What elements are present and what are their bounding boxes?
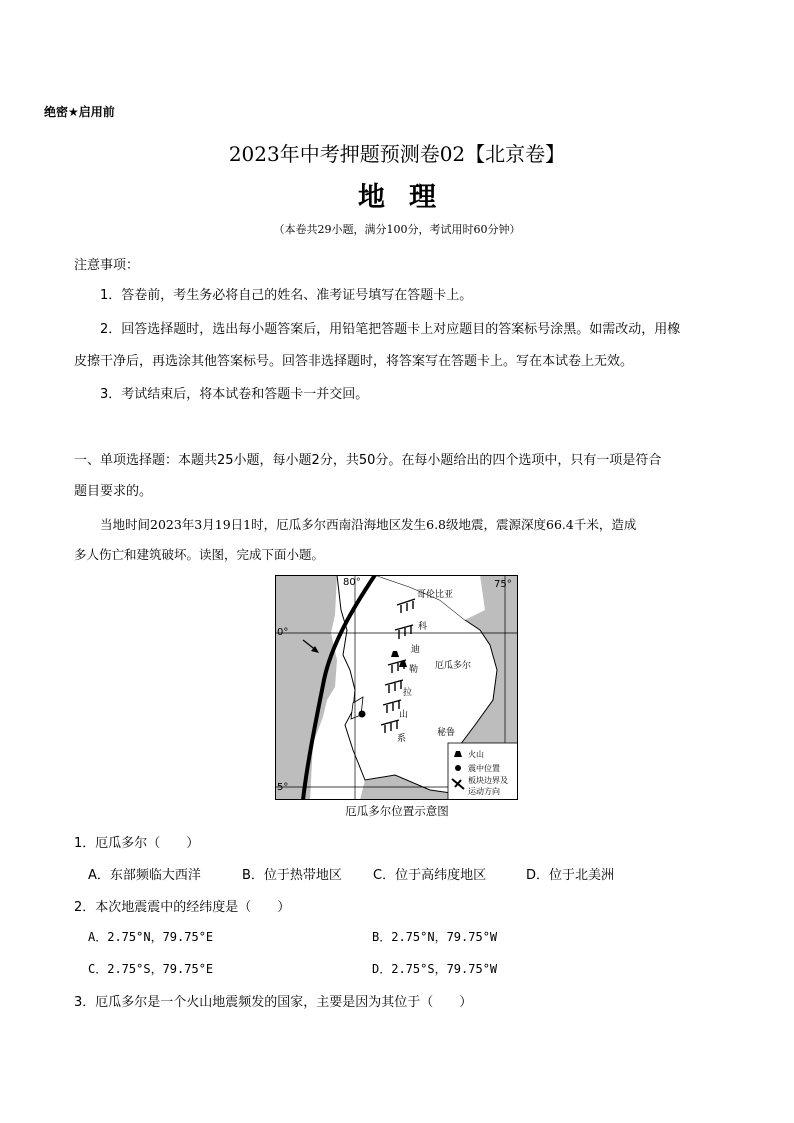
subject-title: 地理 xyxy=(358,182,460,213)
q1-option-d[interactable]: D．位于北美洲 xyxy=(526,868,615,883)
map-caption: 厄瓜多尔位置示意图 xyxy=(345,804,449,818)
section-heading-cont: 题目要求的。 xyxy=(74,484,153,499)
notes-heading: 注意事项： xyxy=(74,258,140,273)
q2-option-c[interactable]: C．2.75°S，79.75°E xyxy=(88,962,214,976)
note-item: 皮擦干净后，再选涂其他答案标号。回答非选择题时，将答案写在答题卡上。写在本试卷上无效。 xyxy=(74,354,634,369)
lat-0-label: 0° xyxy=(277,627,289,638)
exam-title: 2023年中考押题预测卷02【北京卷】 xyxy=(228,142,566,166)
q2-option-d[interactable]: D．2.75°S，79.75°W xyxy=(372,962,498,976)
andes-char: 迪 xyxy=(411,645,421,655)
question-2-stem: 2．本次地震震中的经纬度是（ ） xyxy=(74,900,291,915)
legend-plate-2: 运动方向 xyxy=(468,787,500,796)
ecuador-location-map xyxy=(275,575,518,800)
legend-epicenter-icon xyxy=(455,765,461,771)
question-3-stem: 3．厄瓜多尔是一个火山地震频发的国家，主要是因为其位于（ ） xyxy=(74,995,473,1010)
legend-plate-1: 板块边界及 xyxy=(468,776,508,785)
q1-option-c[interactable]: C．位于高纬度地区 xyxy=(373,868,487,883)
question-1-stem: 1．厄瓜多尔（ ） xyxy=(74,836,200,851)
note-item: 1．答卷前，考生务必将自己的姓名、准考证号填写在答题卡上。 xyxy=(100,288,473,303)
map-legend xyxy=(448,743,518,800)
q2-option-b[interactable]: B．2.75°N，79.75°W xyxy=(372,930,498,944)
andes-char: 系 xyxy=(397,734,407,744)
q2-option-a[interactable]: A．2.75°N，79.75°E xyxy=(88,930,214,944)
note-item: 3．考试结束后，将本试卷和答题卡一并交回。 xyxy=(100,387,369,402)
exam-info: （本卷共29小题，满分100分，考试用时60分钟） xyxy=(273,223,521,236)
q1-option-b[interactable]: B．位于热带地区 xyxy=(242,868,342,883)
andes-char: 勒 xyxy=(409,665,419,675)
passage-text: 当地时间2023年3月19日1时，厄瓜多尔西南沿海地区发生6.8级地震，震源深度66.4千米，造成 xyxy=(100,517,637,532)
label-ecuador: 厄瓜多尔 xyxy=(435,661,472,671)
lat-5-label: 5° xyxy=(277,782,289,793)
lon-80-label: 80° xyxy=(343,577,361,588)
legend-volcano: 火山 xyxy=(468,750,484,759)
andes-char: 拉 xyxy=(403,688,413,698)
label-peru: 秘鲁 xyxy=(437,728,456,738)
passage-text-cont: 多人伤亡和建筑破坏。读图，完成下面小题。 xyxy=(74,547,325,562)
legend-epicenter: 震中位置 xyxy=(468,764,500,773)
epicenter-icon xyxy=(359,711,366,718)
note-item: 2．回答选择题时，选出每小题答案后，用铅笔把答题卡上对应题目的答案标号涂黑。如需改动，用橡 xyxy=(100,322,681,337)
q1-option-a[interactable]: A．东部频临大西洋 xyxy=(88,868,201,883)
section-heading: 一、单项选择题：本题共25小题，每小题2分，共50分。在每小题给出的四个选项中，只有一项是符合 xyxy=(74,453,662,468)
confidential-mark: 绝密★启用前 xyxy=(44,105,115,119)
andes-char: 山 xyxy=(399,710,409,720)
andes-char: 科 xyxy=(418,622,428,632)
label-colombia: 哥伦比亚 xyxy=(417,590,454,600)
lon-75-label: 75° xyxy=(494,579,512,590)
